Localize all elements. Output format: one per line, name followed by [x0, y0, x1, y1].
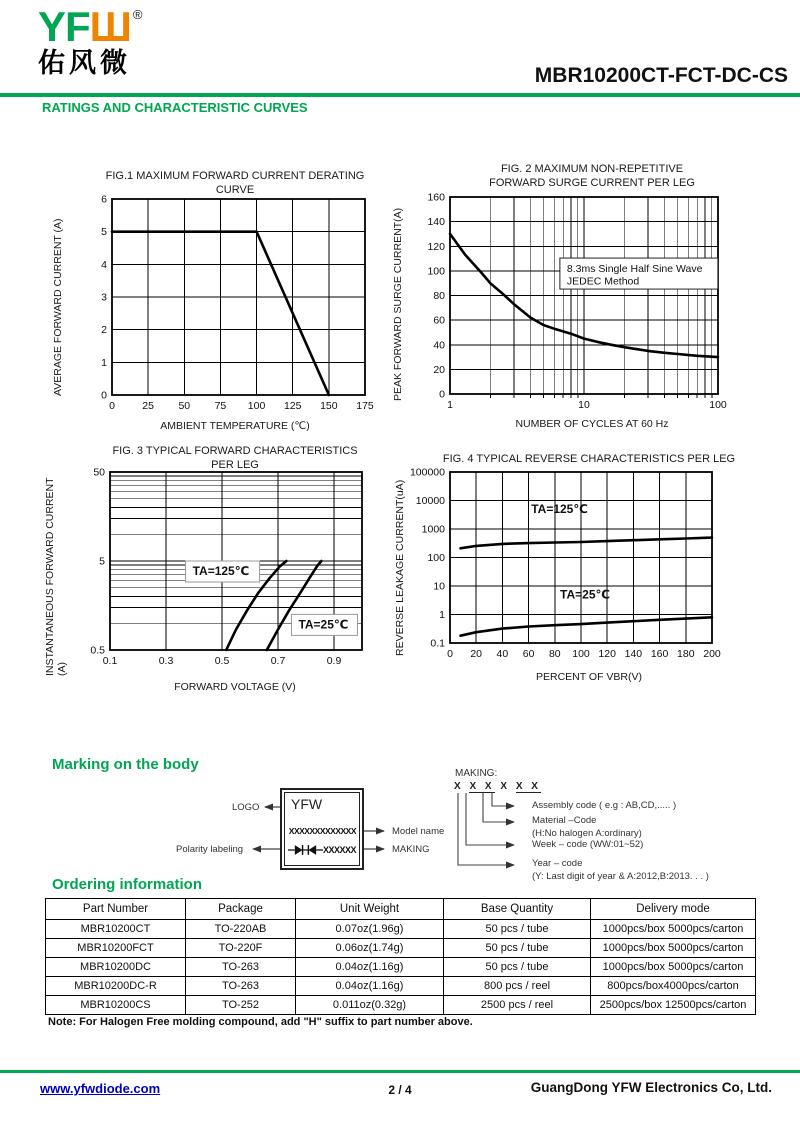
svg-text:180: 180: [677, 648, 695, 660]
svg-text:TA=25℃: TA=25℃: [298, 617, 349, 632]
marking-model-code: XXXXXXXXXXXXX: [288, 826, 356, 836]
svg-text:50: 50: [93, 466, 105, 479]
column-header: Package: [186, 899, 296, 920]
table-cell: 0.011oz(0.32g): [296, 996, 444, 1015]
table-cell: TO-220F: [186, 939, 296, 958]
svg-text:100: 100: [709, 399, 727, 411]
svg-text:100: 100: [427, 552, 445, 564]
table-cell: 0.07oz(1.96g): [296, 920, 444, 939]
table-cell: 1000pcs/box 5000pcs/carton: [591, 920, 756, 939]
svg-text:6: 6: [101, 194, 107, 206]
svg-text:2: 2: [101, 324, 107, 337]
svg-text:4: 4: [101, 258, 107, 271]
svg-text:0.3: 0.3: [158, 655, 174, 667]
logo-label: LOGO: [232, 802, 260, 813]
ordering-table: [45, 898, 756, 1015]
table-cell: MBR10200DC: [46, 958, 186, 977]
svg-text:80: 80: [548, 648, 561, 660]
making-code-segment: X X: [469, 781, 495, 792]
table-cell: 0.04oz(1.16g): [296, 977, 444, 996]
table-header-row: [46, 899, 756, 920]
website-link[interactable]: www.yfwdiode.com: [40, 1081, 161, 1096]
table-cell: 2500 pcs / reel: [444, 996, 591, 1015]
marking-body-box: [280, 788, 364, 870]
dual-diode-icon: [288, 844, 323, 856]
x-axis-label: AMBIENT TEMPERATURE (℃): [160, 420, 310, 432]
y-axis-label: AVERAGE FORWARD CURRENT (A): [52, 218, 64, 396]
column-header: Unit Weight: [296, 899, 444, 920]
making-code-segment: X X: [515, 781, 541, 792]
table-cell: MBR10200DC-R: [46, 977, 186, 996]
svg-text:175: 175: [356, 400, 374, 412]
x-axis-label: FORWARD VOLTAGE (V): [174, 681, 296, 693]
table-cell: TO-220AB: [186, 920, 296, 939]
logo-chinese: 佑风微: [38, 48, 131, 78]
svg-text:100: 100: [572, 648, 590, 660]
polarity-label: Polarity labeling: [176, 844, 244, 855]
y-axis-label: INSTANTANEOUS FORWARD CURRENT (A): [44, 477, 68, 676]
table-row: [46, 977, 756, 996]
page-number: 2 / 4: [388, 1083, 412, 1097]
svg-text:TA=125℃: TA=125℃: [192, 564, 250, 578]
svg-text:TA=25℃: TA=25℃: [560, 587, 611, 602]
svg-text:125: 125: [283, 400, 302, 412]
company-name: GuangDong YFW Electronics Co, Ltd.: [530, 1080, 772, 1095]
svg-text:200: 200: [703, 648, 721, 660]
svg-text:10000: 10000: [415, 495, 445, 507]
making-legend-title: MAKING:: [455, 768, 498, 779]
marking-logo-text: YFW: [291, 796, 323, 812]
figure-title: FIG.1 MAXIMUM FORWARD CURRENT DERATING CURVE: [105, 170, 365, 196]
assembly-code-label: Assembly code ( e.g : AB,CD,..... ): [532, 800, 677, 811]
chart-canvas: [410, 191, 730, 418]
svg-text:1000: 1000: [421, 523, 445, 536]
svg-text:140: 140: [427, 216, 445, 229]
table-cell: 1000pcs/box 5000pcs/carton: [591, 939, 756, 958]
table-cell: 800pcs/box4000pcs/carton: [591, 977, 756, 996]
svg-text:80: 80: [433, 290, 445, 302]
svg-text:0.1: 0.1: [430, 637, 445, 650]
svg-text:TA=125℃: TA=125℃: [531, 502, 588, 517]
table-row: [46, 920, 756, 939]
material-code-label: Material –Code (H:No halogen A:ordinary): [532, 815, 642, 839]
svg-text:20: 20: [470, 648, 483, 660]
page-section-title: RATINGS AND CHARACTERISTIC CURVES: [42, 100, 308, 115]
year-code-label: Year – code (Y: Last digit of year & A:2012,B:2013. . . ): [532, 858, 709, 882]
svg-text:40: 40: [433, 339, 445, 352]
svg-text:0: 0: [447, 648, 453, 660]
svg-text:60: 60: [433, 314, 445, 327]
svg-text:150: 150: [320, 400, 338, 412]
svg-text:0.5: 0.5: [214, 655, 230, 667]
chart-canvas: [76, 194, 375, 420]
table-cell: MBR10200CT: [46, 920, 186, 939]
assembly-code-connector: [492, 793, 514, 806]
svg-text:0.7: 0.7: [270, 655, 286, 667]
figure-title: FIG. 2 MAXIMUM NON-REPETITIVE FORWARD SURGE CURRENT PER LEG: [489, 163, 695, 189]
week-code-label: Week – code (WW:01~52): [532, 839, 644, 850]
table-cell: TO-263: [186, 977, 296, 996]
header-divider: [0, 93, 800, 97]
logo-text: YFШ ®: [38, 3, 142, 50]
svg-text:1: 1: [101, 356, 107, 369]
making-code-segment: X: [454, 781, 464, 792]
making-code-segment: X: [500, 781, 511, 792]
svg-text:0.1: 0.1: [102, 655, 118, 667]
table-cell: TO-263: [186, 958, 296, 977]
table-row: [46, 958, 756, 977]
column-header: Base Quantity: [444, 899, 591, 920]
table-cell: MBR10200FCT: [46, 939, 186, 958]
making-label: MAKING: [392, 844, 430, 855]
svg-text:25: 25: [142, 400, 154, 412]
week-code-connector: [466, 793, 514, 845]
table-cell: 2500pcs/box 12500pcs/carton: [591, 996, 756, 1015]
table-cell: 50 pcs / tube: [444, 958, 591, 977]
column-header: Part Number: [46, 899, 186, 920]
svg-text:0.9: 0.9: [326, 655, 342, 667]
svg-text:60: 60: [522, 648, 535, 660]
table-row: [46, 996, 756, 1015]
y-axis-label: PEAK FORWARD SURGE CURRENT(A): [392, 207, 404, 402]
svg-text:100: 100: [247, 400, 266, 412]
svg-text:3: 3: [101, 291, 107, 304]
svg-text:160: 160: [427, 191, 445, 204]
x-axis-label: PERCENT OF VBR(V): [536, 671, 642, 683]
table-cell: 50 pcs / tube: [444, 920, 591, 939]
registered-mark: ®: [132, 7, 142, 22]
table-cell: 1000pcs/box 5000pcs/carton: [591, 958, 756, 977]
y-axis-label: REVERSE LEAKAGE CURRENT(uA): [394, 479, 406, 656]
part-number-title: MBR10200CT-FCT-DC-CS: [534, 64, 788, 87]
svg-text:1: 1: [439, 609, 445, 621]
x-axis-label: NUMBER OF CYCLES AT 60 Hz: [515, 418, 669, 430]
svg-text:10: 10: [578, 399, 590, 411]
svg-text:5: 5: [101, 226, 107, 239]
svg-text:0: 0: [439, 388, 445, 401]
svg-text:75: 75: [214, 400, 227, 412]
ordering-note: Note: For Halogen Free molding compound, add "H" suffix to part number above.: [48, 1016, 473, 1028]
svg-text:120: 120: [427, 240, 445, 253]
svg-text:20: 20: [433, 363, 445, 376]
material-code-connector: [483, 793, 514, 822]
marking-heading: Marking on the body: [52, 756, 199, 773]
marking-making-code: XXXXXX: [322, 845, 356, 855]
svg-text:40: 40: [496, 648, 509, 660]
table-cell: 50 pcs / tube: [444, 939, 591, 958]
ordering-heading: Ordering information: [52, 876, 202, 893]
svg-text:8.3ms Single Half Sine Wave: 8.3ms Single Half Sine Wave: [566, 263, 703, 276]
table-cell: 0.04oz(1.16g): [296, 958, 444, 977]
svg-text:0.5: 0.5: [90, 644, 105, 657]
table-cell: 0.06oz(1.74g): [296, 939, 444, 958]
svg-text:120: 120: [598, 648, 616, 660]
model-name-label: Model name: [392, 826, 445, 837]
table-cell: TO-252: [186, 996, 296, 1015]
figure-title: FIG. 4 TYPICAL REVERSE CHARACTERISTICS PER LEG: [442, 453, 736, 465]
marking-diagram: [140, 762, 796, 887]
chart-canvas: [404, 466, 722, 669]
svg-text:1: 1: [447, 399, 453, 411]
svg-text:JEDEC Method: JEDEC Method: [566, 275, 640, 288]
svg-text:10: 10: [433, 580, 445, 593]
table-cell: MBR10200CS: [46, 996, 186, 1015]
svg-text:140: 140: [624, 648, 643, 660]
svg-text:50: 50: [178, 400, 191, 412]
svg-text:160: 160: [650, 648, 669, 660]
yfw-logo: [38, 3, 142, 78]
svg-text:100: 100: [427, 265, 445, 278]
table-cell: 800 pcs / reel: [444, 977, 591, 996]
svg-text:5: 5: [99, 555, 105, 568]
column-header: Delivery mode: [591, 899, 756, 920]
footer-divider: [0, 1070, 800, 1073]
svg-text:100000: 100000: [409, 466, 445, 479]
figure-title: FIG. 3 TYPICAL FORWARD CHARACTERISTICS PER LEG: [112, 445, 358, 471]
svg-text:0: 0: [109, 400, 115, 412]
svg-text:0: 0: [101, 389, 107, 402]
chart-canvas: [74, 466, 376, 676]
table-row: [46, 939, 756, 958]
making-code-pattern: [454, 781, 541, 792]
